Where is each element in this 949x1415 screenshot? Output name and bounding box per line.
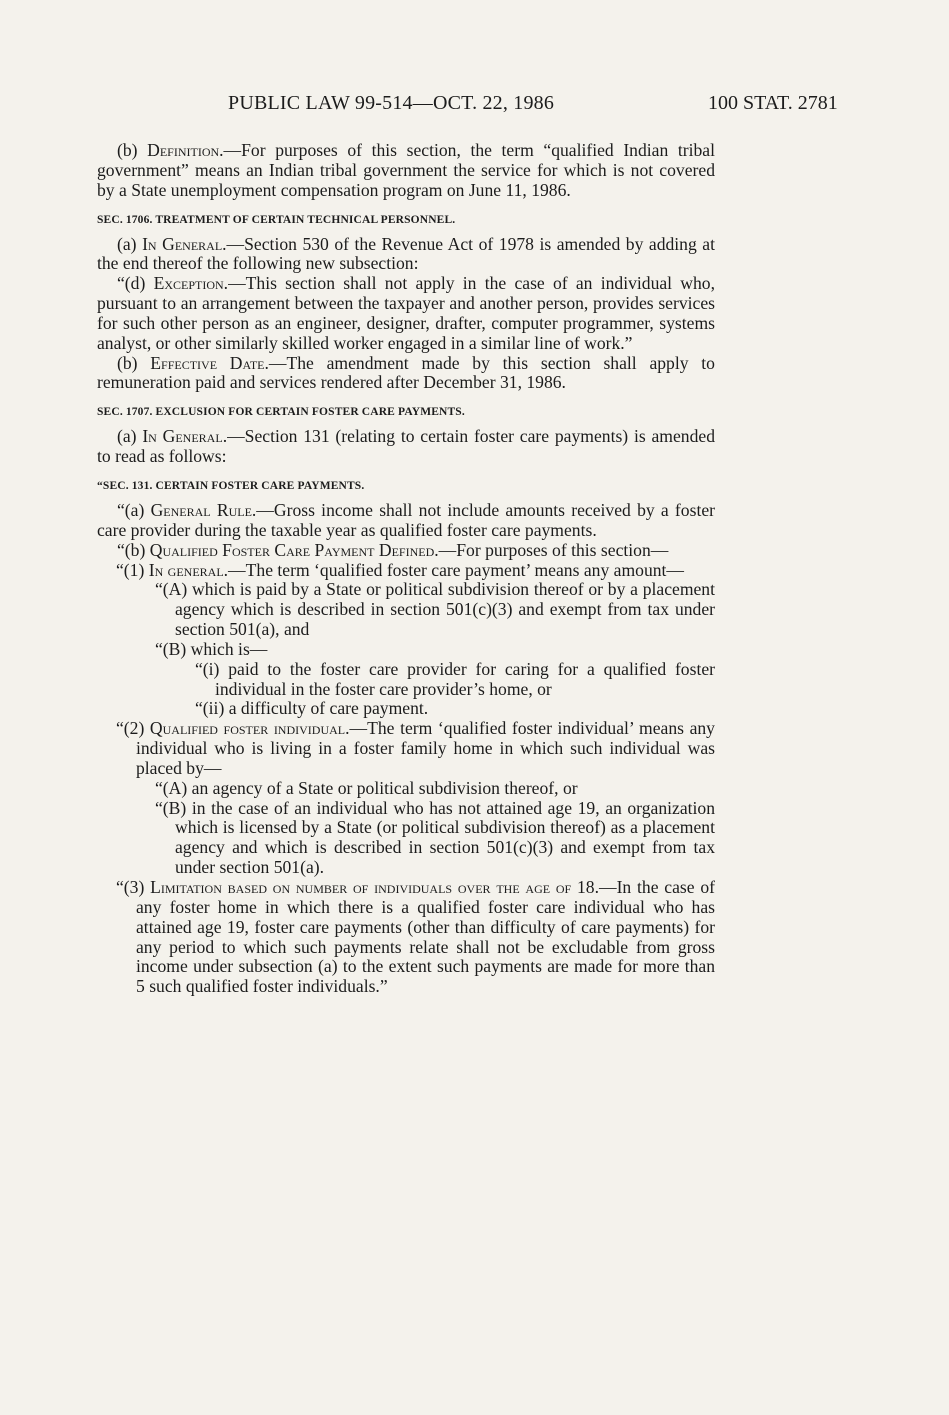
sec131-b1-heading: In general: [148, 559, 224, 580]
sec131-b-paragraph: “(b) Qualified Foster Care Payment Defined.—For purposes of this section—: [117, 539, 669, 560]
sec131-b1B-paragraph: “(B) which is—: [155, 638, 268, 659]
sec1707-a-paragraph: (a) In General.—Section 131 (relating to certain foster care payments) is amended to read as follows:: [97, 426, 715, 467]
sec131-b2-heading: Qualified foster individual: [149, 718, 346, 739]
sec131-b1-paragraph: “(1) In general.—The term ‘qualified foster care payment’ means any amount—: [116, 559, 685, 580]
sec131-b1Bii-paragraph: “(ii) a difficulty of care payment.: [195, 698, 429, 719]
sec131-a-paragraph: “(a) General Rule.—Gross income shall not include amounts received by a foster care provider during the taxable year as qualified foster care payments.: [97, 499, 715, 540]
section-1706-heading: SEC. 1706. TREATMENT OF CERTAIN TECHNICAL PERSONNEL.: [97, 213, 456, 226]
sec131-a-heading: General Rule: [150, 499, 252, 520]
sec1706-a-paragraph: (a) In General.—Section 530 of the Revenue Act of 1978 is amended by adding at the end thereof the following new subsection:: [97, 233, 715, 274]
sec131-b2-paragraph: “(2) Qualified foster individual.—The term ‘qualified foster individual’ means any individual who is living in a foster family home in which such individual was placed by—: [116, 718, 715, 778]
sec1706-b-heading: Effective Date: [150, 352, 265, 373]
sec1706-d-heading: Exception: [153, 273, 224, 294]
sec131-b3-heading: Limitation based on number of individuals over the age of 18: [150, 877, 595, 897]
page-header: [0, 92, 949, 118]
section-1707-heading: SEC. 1707. EXCLUSION FOR CERTAIN FOSTER CARE PAYMENTS.: [97, 406, 465, 419]
sec1706-b-paragraph: (b) Effective Date.—The amendment made by this section shall apply to remuneration paid and services rendered after December 31, 1986.: [97, 352, 715, 393]
definition-heading: Definition: [147, 140, 220, 160]
definition-paragraph: (b) Definition.—For purposes of this section, the term “qualified Indian tribal government” means an Indian tribal government the service for which is not covered by a State unemployment compensation program on June 11, 1986.: [97, 140, 715, 200]
sec1706-d-paragraph: “(d) Exception.—This section shall not apply in the case of an individual who, pursuant to an arrangement between the taxpayer and another person, provides services for such other person as an engineer, designer, drafter, computer programmer, systems analyst, or other similarly skilled worker engaged in a similar line of work.”: [97, 273, 715, 353]
stat-reference: 100 STAT. 2781: [708, 92, 838, 114]
sec131-b2A-paragraph: “(A) an agency of a State or political subdivision thereof, or: [155, 777, 578, 798]
sec1707-a-heading: In General: [142, 426, 223, 447]
page-body: [97, 141, 715, 997]
sec1706-a-heading: In General: [142, 233, 223, 254]
sec131-b-heading: Qualified Foster Care Payment Defined: [149, 539, 435, 560]
sec131-b3-paragraph: “(3) Limitation based on number of individuals over the age of 18.—In the case of any foster home in which there is a qualified foster care individual who has attained age 19, foster care payments (other than difficulty of care payments) for any period to which such payments relate shall not be excludable from gross income under subsection (a) to the extent such payments are made for more than 5 such qualified foster individuals.”: [116, 877, 715, 997]
sec131-b2B-paragraph: “(B) in the case of an individual who has not attained age 19, an organization which is licensed by a State (or political subdivision thereof) as a placement agency and which is described in section 501(c)(3) and exempt from tax under section 501(a).: [155, 797, 715, 878]
section-131-heading: “SEC. 131. CERTAIN FOSTER CARE PAYMENTS.: [97, 479, 365, 492]
running-title: PUBLIC LAW 99-514—OCT. 22, 1986: [228, 92, 555, 114]
sec131-b1A-paragraph: “(A) which is paid by a State or political subdivision thereof or by a placement agency which is described in section 501(c)(3) and exempt from tax under section 501(a), and: [155, 579, 715, 640]
sec131-b1Bi-paragraph: “(i) paid to the foster care provider for caring for a qualified foster individual in the foster care provider’s home, or: [195, 658, 715, 699]
